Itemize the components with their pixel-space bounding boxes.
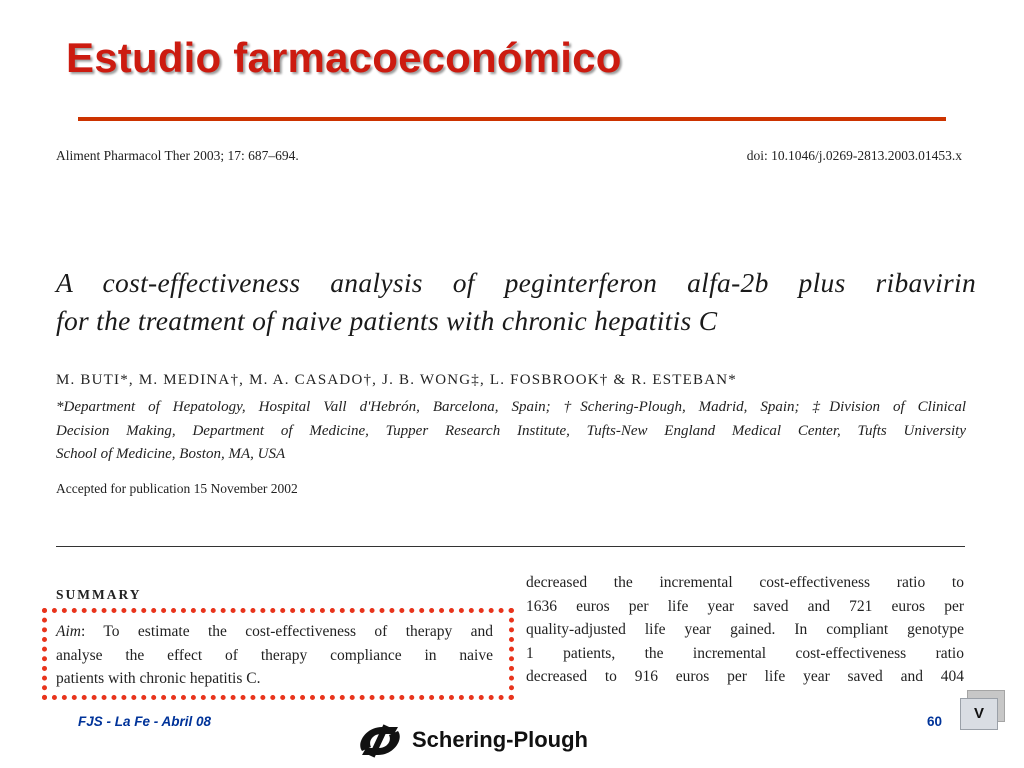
author-list: M. BUTI*, M. MEDINA†, M. A. CASADO†, J. B. WONG‡, L. FOSBROOK† & R. ESTEBAN* bbox=[56, 372, 737, 388]
summary-right-column bbox=[526, 571, 964, 689]
paper-title bbox=[56, 264, 976, 340]
affiliation-line: *Department of Hepatology, Hospital Vall d'Hebrón, Barcelona, Spain; †Schering-Plough, Madrid, Spain; ‡Division of Clinical bbox=[56, 399, 966, 415]
section-divider bbox=[56, 546, 965, 547]
aim-line: patients with chronic hepatitis C. bbox=[56, 670, 261, 687]
aim-line-text: : To estimate the cost-effectiveness of therapy and bbox=[80, 623, 493, 640]
brand-name: Schering-Plough bbox=[412, 727, 588, 752]
right-column-line: quality-adjusted life year gained. In compliant genotype bbox=[526, 621, 964, 638]
affiliation-line: Decision Making, Department of Medicine, Tupper Research Institute, Tufts-New England Medical Center, Tufts University bbox=[56, 422, 966, 439]
summary-heading: SUMMARY bbox=[56, 587, 142, 602]
paper-title-line: A cost-effectiveness analysis of peginterferon alfa-2b plus ribavirin bbox=[56, 267, 976, 298]
right-column-line: 1 patients, the incremental cost-effectiveness ratio bbox=[526, 644, 964, 662]
page-number: 60 bbox=[927, 714, 943, 729]
schering-plough-logo-icon bbox=[354, 721, 406, 766]
slide-title: Estudio farmacoeconómico bbox=[66, 34, 622, 81]
right-column-line: decreased to 916 euros per life year saved and 404 bbox=[526, 668, 964, 685]
title-underline bbox=[78, 117, 946, 121]
affiliation-line: School of Medicine, Boston, MA, USA bbox=[56, 446, 286, 462]
doi-text: doi: 10.1046/j.0269-2813.2003.01453.x bbox=[746, 148, 962, 163]
paper-title-line: for the treatment of naive patients with chronic hepatitis C bbox=[56, 305, 718, 336]
nav-button-label: V bbox=[973, 705, 984, 722]
aim-label: Aim bbox=[56, 623, 81, 640]
aim-line: analyse the effect of therapy compliance in naive bbox=[56, 646, 493, 664]
journal-reference: Aliment Pharmacol Ther 2003; 17: 687–694. bbox=[56, 148, 299, 163]
footer-text: FJS - La Fe - Abril 08 bbox=[78, 714, 212, 729]
nav-button[interactable] bbox=[960, 698, 998, 730]
accepted-date: Accepted for publication 15 November 2002 bbox=[56, 481, 298, 496]
right-column-line: decreased the incremental cost-effectiveness ratio to bbox=[526, 574, 964, 591]
aim-highlight-box bbox=[42, 608, 514, 700]
affiliations bbox=[56, 396, 966, 467]
right-column-line: 1636 euros per life year saved and 721 euros per bbox=[526, 597, 964, 615]
